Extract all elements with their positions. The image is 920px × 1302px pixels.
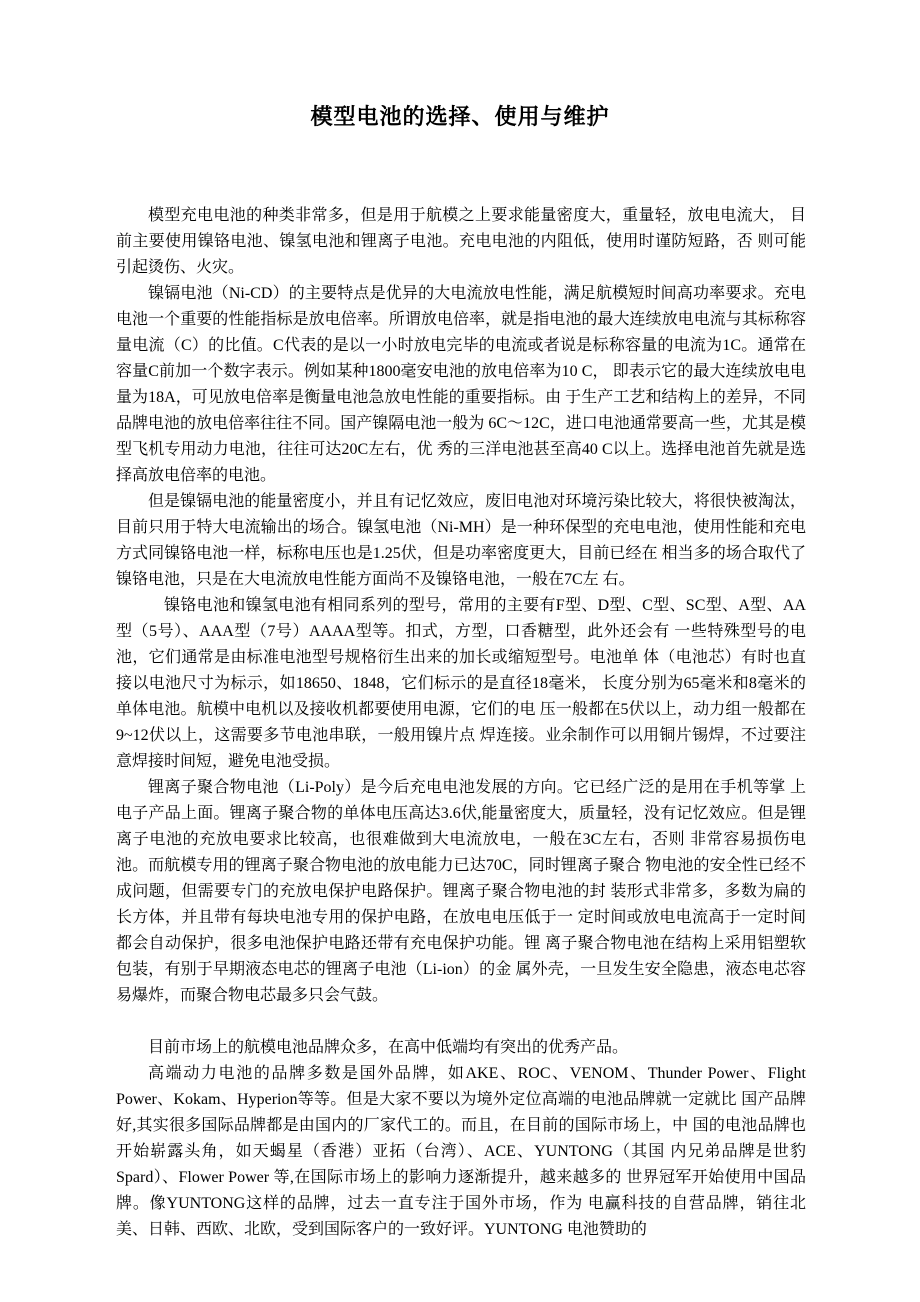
- document-title: 模型电池的选择、使用与维护: [310, 104, 610, 129]
- paragraph-intro: 模型充电电池的种类非常多，但是用于航模之上要求能量密度大，重量轻，放电电流大， 目前主要使用镍铬电池、镍氢电池和锂离子电池。充电电池的内阻低，使用时谨防短路，否 则可能引起烫伤、火灾。: [116, 207, 806, 276]
- paragraph-battery-models: 镍铬电池和镍氢电池有相同系列的型号，常用的主要有F型、D型、C型、SC型、A型、AA型（5号）、AAA型（7号）AAAA型等。扣式，方型，口香糖型，此外还会有 一些特殊型号的电池，它们通常是由标准电池型号规格衍生出来的加长或缩短型号。电池单 体（电池芯）有时也直接以电池尺寸为标示，如18650、1848，它们标示的是直径18毫米， 长度分别为65毫米和8毫米的单体电池。航模中电机以及接收机都要使用电源，它们的电 压一般都在5伏以上，动力组一般都在9~12伏以上，这需要多节电池串联，一般用镍片点 焊连接。业余制作可以用铜片锡焊，不过要注意焊接时间短，避免电池受损。: [116, 597, 806, 770]
- paragraph-nicd: 镍镉电池（Ni-CD）的主要特点是优异的大电流放电性能，满足航模短时间高功率要求。充电电池一个重要的性能指标是放电倍率。所谓放电倍率，就是指电池的最大连续放电电流与其标称容量电流（C）的比值。C代表的是以一小时放电完毕的电流或者说是标称容量的电流为1C。通常在容量C前加一个数字表示。例如某种1800毫安电池的放电倍率为10 C， 即表示它的最大连续放电电量为18A，可见放电倍率是衡量电池急放电性能的重要指标。由 于生产工艺和结构上的差异，不同品牌电池的放电倍率往往不同。国产镍隔电池一般为 6C～12C，进口电池通常要高一些，尤其是模型飞机专用动力电池，往往可达20C左右，优 秀的三洋电池甚至高40 C以上。选择电池首先就是选择高放电倍率的电池。: [116, 285, 806, 484]
- document-body: [116, 203, 806, 1243]
- paragraph-lipoly: 锂离子聚合物电池（Li-Poly）是今后充电电池发展的方向。它已经广泛的是用在手机等掌 上电子产品上面。锂离子聚合物的单体电压高达3.6伏,能量密度大，质量轻，没有记忆效应。但是锂离子电池的充放电要求比较高，也很难做到大电流放电，一般在3C左右，否则 非常容易损伤电池。而航模专用的锂离子聚合物电池的放电能力已达70C，同时锂离子聚合 物电池的安全性已经不成问题，但需要专门的充放电保护电路保护。锂离子聚合物电池的封 装形式非常多，多数为扁的长方体，并且带有每块电池专用的保护电路，在放电电压低于一 定时间或放电电流高于一定时间都会自动保护，很多电池保护电路还带有充电保护功能。锂 离子聚合物电池在结构上采用铝塑软包装，有别于早期液态电芯的锂离子电池（Li-ion）的金 属外壳，一旦发生安全隐患，液态电芯容易爆炸，而聚合物电芯最多只会气鼓。: [116, 779, 806, 1004]
- paragraph-market-overview: 目前市场上的航模电池品牌众多，在高中低端均有突出的优秀产品。: [148, 1039, 629, 1056]
- paragraph-brands: 高端动力电池的品牌多数是国外品牌，如AKE、ROC、VENOM、Thunder Power、Flight Power、Kokam、Hyperion等等。但是大家不要以为境外定位高端的电池品牌就一定就比 国产品牌好,其实很多国际品牌都是由国内的厂家代工的。而且，在目前的国际市场上，中 国的电池品牌也开始崭露头角，如天蝎星（香港）亚拓（台湾）、ACE、YUNTONG（其国 内兄弟品牌是世豹Spard）、Flower Power 等,在国际市场上的影响力逐渐提升，越来越多的 世界冠军开始使用中国品牌。像YUNTONG这样的品牌，过去一直专注于国外市场，作为 电赢科技的自营品牌，销往北美、日韩、西欧、北欧，受到国际客户的一致好评。YUNTONG 电池赞助的: [116, 1065, 806, 1238]
- paragraph-nimh: 但是镍镉电池的能量密度小，并且有记忆效应，废旧电池对环境污染比较大，将很快被淘汰，目前只用于特大电流输出的场合。镍氢电池（Ni-MH）是一种环保型的充电电池，使用性能和充电方式同镍铬电池一样，标称电压也是1.25伏，但是功率密度更大，目前已经在 相当多的场合取代了镍铬电池，只是在大电流放电性能方面尚不及镍铬电池，一般在7C左 右。: [116, 493, 806, 588]
